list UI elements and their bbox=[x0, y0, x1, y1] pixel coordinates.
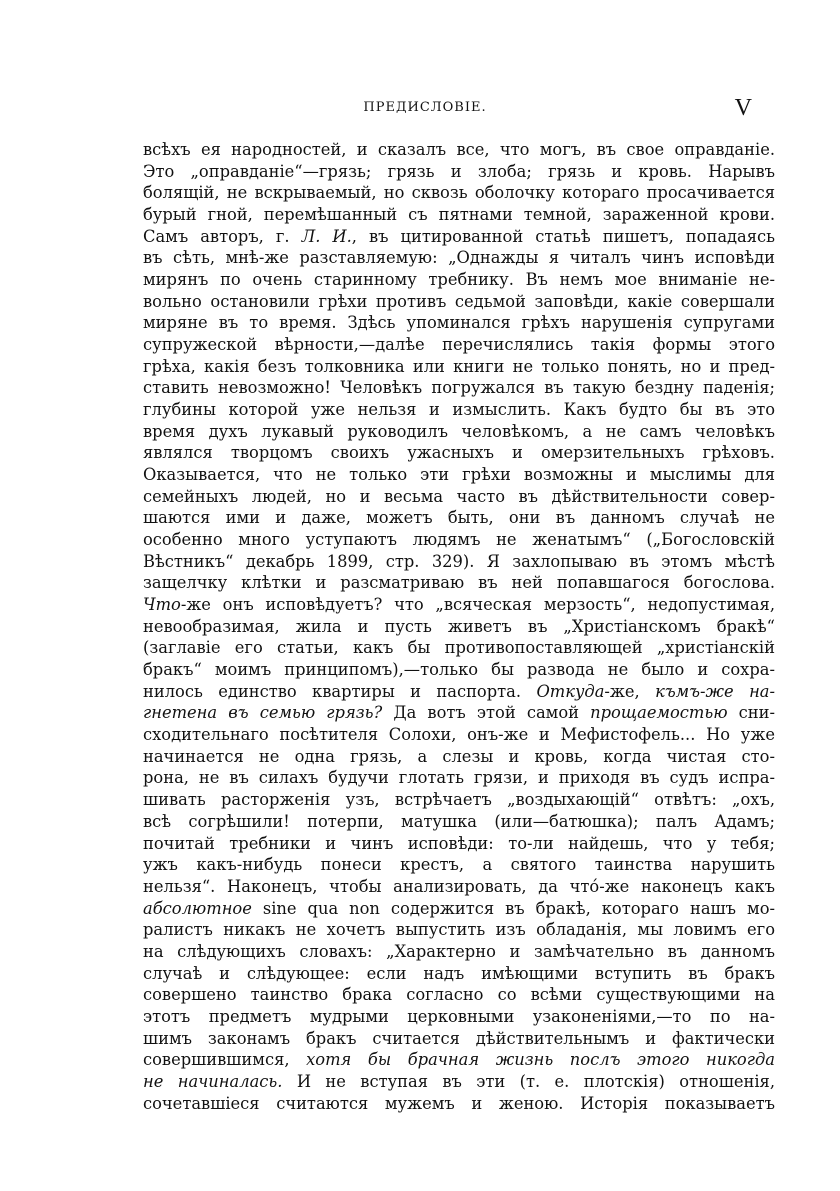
text-run: ставить невозможно! Человѣкъ погружался въ такую бездну паденія; bbox=[143, 378, 775, 398]
text-line bbox=[143, 702, 775, 724]
text-line bbox=[143, 984, 775, 1006]
text-run: Вѣстникъ“ декабрь 1899, стр. 329). Я захлопываю въ этомъ мѣстѣ bbox=[143, 551, 775, 571]
text-line bbox=[143, 811, 775, 833]
text-run: случаѣ и слѣдующее: если надъ имѣющими вступить въ бракъ bbox=[143, 963, 775, 983]
text-line bbox=[143, 854, 775, 876]
text-run: Это „оправданіе“—грязь; грязь и злоба; грязь и кровь. Нарывъ bbox=[143, 161, 775, 181]
text-line bbox=[143, 356, 775, 378]
text-line bbox=[143, 1006, 775, 1028]
text-run: нельзя“. Наконецъ, чтобы анализировать, да что́-же наконецъ какъ bbox=[143, 876, 775, 896]
text-run: сочетавшіеся считаются мужемъ и женою. Исторія показываетъ bbox=[143, 1093, 775, 1113]
text-run: сходительнаго посѣтителя Солохи, онъ-же и Мефистофель... Но уже bbox=[143, 725, 775, 745]
text-run: миряне въ то время. Здѣсь упоминался грѣхъ нарушенія супругами bbox=[143, 313, 775, 333]
text-run: начинается не одна грязь, а слезы и кровь, когда чистая сто- bbox=[143, 746, 775, 766]
text-line bbox=[143, 399, 775, 421]
text-run: ралистъ никакъ не хочетъ выпустить изъ обладанія, мы ловимъ его bbox=[143, 920, 775, 940]
text-run: всѣхъ ея народностей, и сказалъ все, что могъ, въ свое оправданіе. bbox=[143, 140, 775, 159]
text-line bbox=[143, 919, 775, 941]
text-run: особенно много уступаютъ людямъ не женатымъ“ („Богословскій bbox=[143, 530, 775, 550]
text-line bbox=[143, 291, 775, 313]
text-run: защелчку клѣтки и разсматриваю въ ней попавшагося богослова. bbox=[143, 573, 775, 593]
text-line bbox=[143, 616, 775, 638]
running-head bbox=[0, 96, 840, 126]
text-run: Самъ авторъ, г. bbox=[143, 226, 302, 246]
text-run: въ сѣть, мнѣ-же разставляемую: „Однажды я читалъ чинъ исповѣди bbox=[143, 248, 775, 268]
text-line bbox=[143, 1049, 775, 1071]
text-run: sine qua non содержится въ бракѣ, котораго нашъ мо- bbox=[251, 898, 775, 918]
text-line bbox=[143, 572, 775, 594]
text-line bbox=[143, 1028, 775, 1050]
text-line bbox=[143, 746, 775, 768]
italic-text-run: Л. И. bbox=[301, 226, 352, 246]
text-run: шаются ими и даже, можетъ быть, они въ данномъ случаѣ не bbox=[143, 508, 775, 528]
text-run: являлся творцомъ своихъ ужасныхъ и омерзительныхъ грѣховъ. bbox=[143, 443, 775, 463]
text-line bbox=[143, 247, 775, 269]
text-line bbox=[143, 486, 775, 508]
text-line bbox=[143, 421, 775, 443]
text-line bbox=[143, 963, 775, 985]
italic-text-run: Что bbox=[143, 595, 181, 615]
text-line bbox=[143, 442, 775, 464]
text-run: бурый гной, перемѣшанный съ пятнами темной, зараженной крови. bbox=[143, 205, 775, 225]
italic-text-run: прощаемостью bbox=[590, 703, 728, 723]
text-line bbox=[143, 1071, 775, 1093]
text-run: болящій, не вскрываемый, но сквозь оболочку котораго просачивается bbox=[143, 183, 775, 203]
running-title: ПРЕДИСЛОВІЕ. bbox=[363, 100, 487, 115]
text-line bbox=[143, 182, 775, 204]
text-line bbox=[143, 724, 775, 746]
text-run: И не вступая въ эти (т. е. плотскія) отношенія, bbox=[282, 1071, 775, 1091]
text-line bbox=[143, 941, 775, 963]
text-run: шивать расторженія узъ, встрѣчаетъ „воздыхающій“ отвѣтъ: „охъ, bbox=[143, 790, 775, 810]
text-run: совершившимся, bbox=[143, 1050, 307, 1070]
text-line bbox=[143, 767, 775, 789]
text-line bbox=[143, 529, 775, 551]
text-run: невообразимая, жила и пусть живетъ въ „Христіанскомъ бракѣ“ bbox=[143, 616, 775, 636]
text-line bbox=[143, 833, 775, 855]
text-line bbox=[143, 681, 775, 703]
text-run: на слѣдующихъ словахъ: „Характерно и замѣчательно въ данномъ bbox=[143, 941, 775, 961]
body-text bbox=[143, 139, 775, 1114]
text-line bbox=[143, 139, 775, 161]
text-line bbox=[143, 226, 775, 248]
text-run: совершено таинство брака согласно со всѣми существующими на bbox=[143, 985, 775, 1005]
text-run: грѣха, какія безъ толковника или книги не только понять, но и пред- bbox=[143, 356, 775, 376]
text-run: Да вотъ этой самой bbox=[382, 703, 591, 723]
text-run: , въ цитированной статьѣ пишетъ, попадаясь bbox=[351, 226, 775, 246]
italic-text-run: гнетена въ семью грязь? bbox=[143, 703, 383, 723]
text-run: шимъ законамъ бракъ считается дѣйствительнымъ и фактически bbox=[143, 1028, 775, 1048]
italic-text-run: хотя бы брачная жизнь послъ этого никогда bbox=[306, 1050, 775, 1070]
text-run: этотъ предметъ мудрыми церковными узаконеніями,—то по на- bbox=[143, 1006, 775, 1026]
text-run: семейныхъ людей, но и весьма часто въ дѣйствительности совер- bbox=[143, 486, 775, 506]
text-line bbox=[143, 204, 775, 226]
text-run: вольно остановили грѣхи противъ седьмой заповѣди, какіе совершали bbox=[143, 291, 775, 311]
italic-text-run: къмъ-же на- bbox=[655, 681, 775, 701]
text-line bbox=[143, 594, 775, 616]
text-line bbox=[143, 312, 775, 334]
page-number: V bbox=[734, 95, 752, 121]
italic-text-run: не начиналась. bbox=[143, 1071, 283, 1091]
text-line bbox=[143, 659, 775, 681]
text-line bbox=[143, 161, 775, 183]
text-line bbox=[143, 789, 775, 811]
text-line bbox=[143, 876, 775, 898]
text-run: мирянъ по очень старинному требнику. Въ немъ мое вниманіе не- bbox=[143, 270, 775, 290]
text-run: всѣ согрѣшили! потерпи, матушка (или—батюшка); палъ Адамъ; bbox=[143, 811, 775, 831]
italic-text-run: абсолютное bbox=[143, 898, 252, 918]
text-line bbox=[143, 637, 775, 659]
text-line bbox=[143, 1093, 775, 1115]
text-run: -же, bbox=[604, 681, 656, 701]
text-line bbox=[143, 898, 775, 920]
text-run: сни- bbox=[727, 703, 775, 723]
text-line bbox=[143, 551, 775, 573]
text-run: ужъ какъ-нибудь понеси крестъ, а святого таинства нарушить bbox=[143, 855, 775, 875]
text-run: Оказывается, что не только эти грѣхи возможны и мыслимы для bbox=[143, 465, 775, 485]
text-run: супружеской вѣрности,—далѣе перечислялись такія формы этого bbox=[143, 335, 775, 355]
text-run: рона, не въ силахъ будучи глотать грязи, и приходя въ судъ испра- bbox=[143, 768, 775, 788]
text-line bbox=[143, 507, 775, 529]
text-line bbox=[143, 377, 775, 399]
text-line bbox=[143, 334, 775, 356]
text-run: глубины которой уже нельзя и измыслить. Какъ будто бы въ это bbox=[143, 400, 775, 420]
text-run: нилось единство квартиры и паспорта. bbox=[143, 681, 537, 701]
text-run: бракъ“ моимъ принципомъ),—только бы развода не было и сохра- bbox=[143, 660, 775, 680]
text-run: (заглавіе его статьи, какъ бы противопоставляющей „христіанскій bbox=[143, 638, 775, 658]
italic-text-run: Откуда bbox=[536, 681, 605, 701]
text-line bbox=[143, 269, 775, 291]
text-run: время духъ лукавый руководилъ человѣкомъ, а не самъ человѣкъ bbox=[143, 421, 775, 441]
text-run: почитай требники и чинъ исповѣди: то-ли найдешь, что у тебя; bbox=[143, 833, 775, 853]
text-line bbox=[143, 464, 775, 486]
text-run: -же онъ исповѣдуетъ? что „всяческая мерзость“, недопустимая, bbox=[180, 595, 775, 615]
